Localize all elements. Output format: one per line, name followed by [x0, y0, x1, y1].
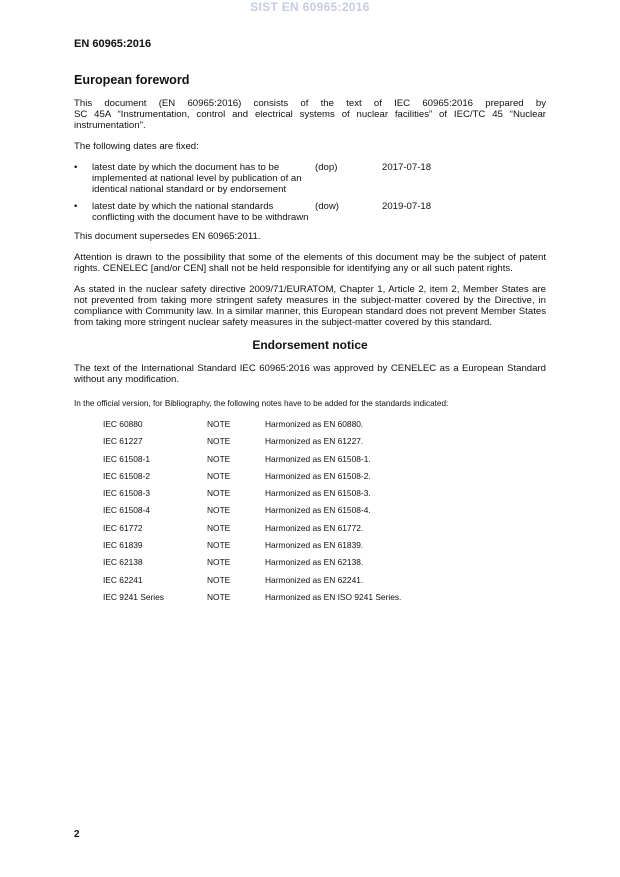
- standard-cell: IEC 61772: [103, 522, 143, 533]
- foreword-title: European foreword: [74, 73, 190, 87]
- dates-list: [74, 162, 546, 223]
- harmonized-cell: Harmonized as EN 61508-4.: [265, 505, 371, 516]
- patent-attention-paragraph: Attention is drawn to the possibility that some of the elements of this document may be the subject of patent rights. CENELEC [and/or CEN] shall not be held responsible for identifying any or all such patent rights.: [74, 252, 546, 274]
- date-abbreviation: (dow): [315, 201, 339, 212]
- table-row: [103, 557, 401, 574]
- date-description: latest date by which the national standards conflicting with the document have to be withdrawn: [92, 201, 309, 223]
- watermark: SIST EN 60965:2016: [250, 0, 370, 14]
- standard-cell: IEC 62241: [103, 574, 143, 585]
- standard-cell: IEC 62138: [103, 557, 143, 568]
- table-row: [103, 540, 401, 557]
- table-row: [103, 454, 401, 471]
- table-row: [103, 505, 401, 522]
- table-row: [103, 523, 401, 540]
- date-value: 2017-07-18: [382, 162, 432, 173]
- date-value: 2019-07-18: [382, 201, 432, 212]
- table-row: [103, 419, 401, 436]
- bullet-icon: •: [74, 162, 78, 173]
- standard-cell: IEC 61508-2: [103, 470, 151, 481]
- note-cell: NOTE: [207, 557, 231, 568]
- page-content: [74, 73, 546, 609]
- harmonized-cell: Harmonized as EN 61508-3.: [265, 488, 371, 499]
- harmonized-cell: Harmonized as EN 61508-1.: [265, 453, 371, 464]
- table-row: [103, 575, 401, 592]
- harmonized-cell: Harmonized as EN 61772.: [265, 522, 364, 533]
- note-cell: NOTE: [207, 488, 231, 499]
- bibliography-notes-table: [103, 419, 401, 609]
- supersedes-paragraph: This document supersedes EN 60965:2011.: [74, 231, 261, 242]
- date-abbreviation: (dop): [315, 162, 338, 173]
- harmonized-cell: Harmonized as EN ISO 9241 Series.: [265, 591, 402, 602]
- page-number: 2: [74, 829, 80, 840]
- standard-cell: IEC 60880: [103, 419, 143, 429]
- harmonized-cell: Harmonized as EN 61839.: [265, 540, 364, 551]
- bibliography-intro: In the official version, for Bibliography, the following notes have to be added for the standards indicated:: [74, 399, 449, 408]
- foreword-intro-line-1: This document (EN 60965:2016) consists of the text of IEC 60965:2016 prepared by: [74, 98, 546, 109]
- note-cell: NOTE: [207, 436, 231, 447]
- harmonized-cell: Harmonized as EN 61508-2.: [265, 470, 371, 481]
- table-row: [103, 592, 401, 609]
- document-id: EN 60965:2016: [74, 38, 152, 50]
- table-row: [103, 471, 401, 488]
- bullet-icon: •: [74, 201, 78, 212]
- standard-cell: IEC 61508-1: [103, 453, 151, 464]
- standard-cell: IEC 9241 Series: [103, 591, 164, 602]
- directive-paragraph: As stated in the nuclear safety directive 2009/71/EURATOM, Chapter 1, Article 2, item 2, Member States are not prevented from taking more stringent safety measures in the subject-matter covered by the Directive, in compliance with Community law. In a similar manner, this European standard does not prevent Member States from taking more stringent nuclear safety measures in the subject-matter covered by this standard.: [74, 284, 546, 328]
- note-cell: NOTE: [207, 522, 231, 533]
- foreword-intro-rest: SC 45A “Instrumentation, control and electrical systems of nuclear facilities” of IEC/TC 45 “Nuclear instrumentation".: [74, 109, 546, 131]
- date-item-dow: [74, 201, 546, 223]
- note-cell: NOTE: [207, 419, 231, 429]
- note-cell: NOTE: [207, 540, 231, 551]
- date-description: latest date by which the document has to be implemented at national level by publication of an identical national standard or by endorsement: [92, 162, 302, 195]
- harmonized-cell: Harmonized as EN 61227.: [265, 436, 364, 447]
- table-row: [103, 436, 401, 453]
- harmonized-cell: Harmonized as EN 62138.: [265, 557, 364, 568]
- table-row: [103, 488, 401, 505]
- dates-intro: The following dates are fixed:: [74, 141, 199, 152]
- date-item-dop: [74, 162, 546, 195]
- endorsement-title: Endorsement notice: [252, 338, 368, 352]
- note-cell: NOTE: [207, 470, 231, 481]
- note-cell: NOTE: [207, 453, 231, 464]
- note-cell: NOTE: [207, 574, 231, 585]
- note-cell: NOTE: [207, 591, 231, 602]
- standard-cell: IEC 61508-4: [103, 505, 151, 516]
- note-cell: NOTE: [207, 505, 231, 516]
- standard-cell: IEC 61508-3: [103, 488, 151, 499]
- harmonized-cell: Harmonized as EN 60880.: [265, 419, 364, 429]
- endorsement-text: The text of the International Standard IEC 60965:2016 was approved by CENELEC as a European Standard without any modification.: [74, 363, 546, 385]
- harmonized-cell: Harmonized as EN 62241.: [265, 574, 364, 585]
- standard-cell: IEC 61839: [103, 540, 143, 551]
- foreword-intro: [74, 98, 546, 131]
- standard-cell: IEC 61227: [103, 436, 143, 447]
